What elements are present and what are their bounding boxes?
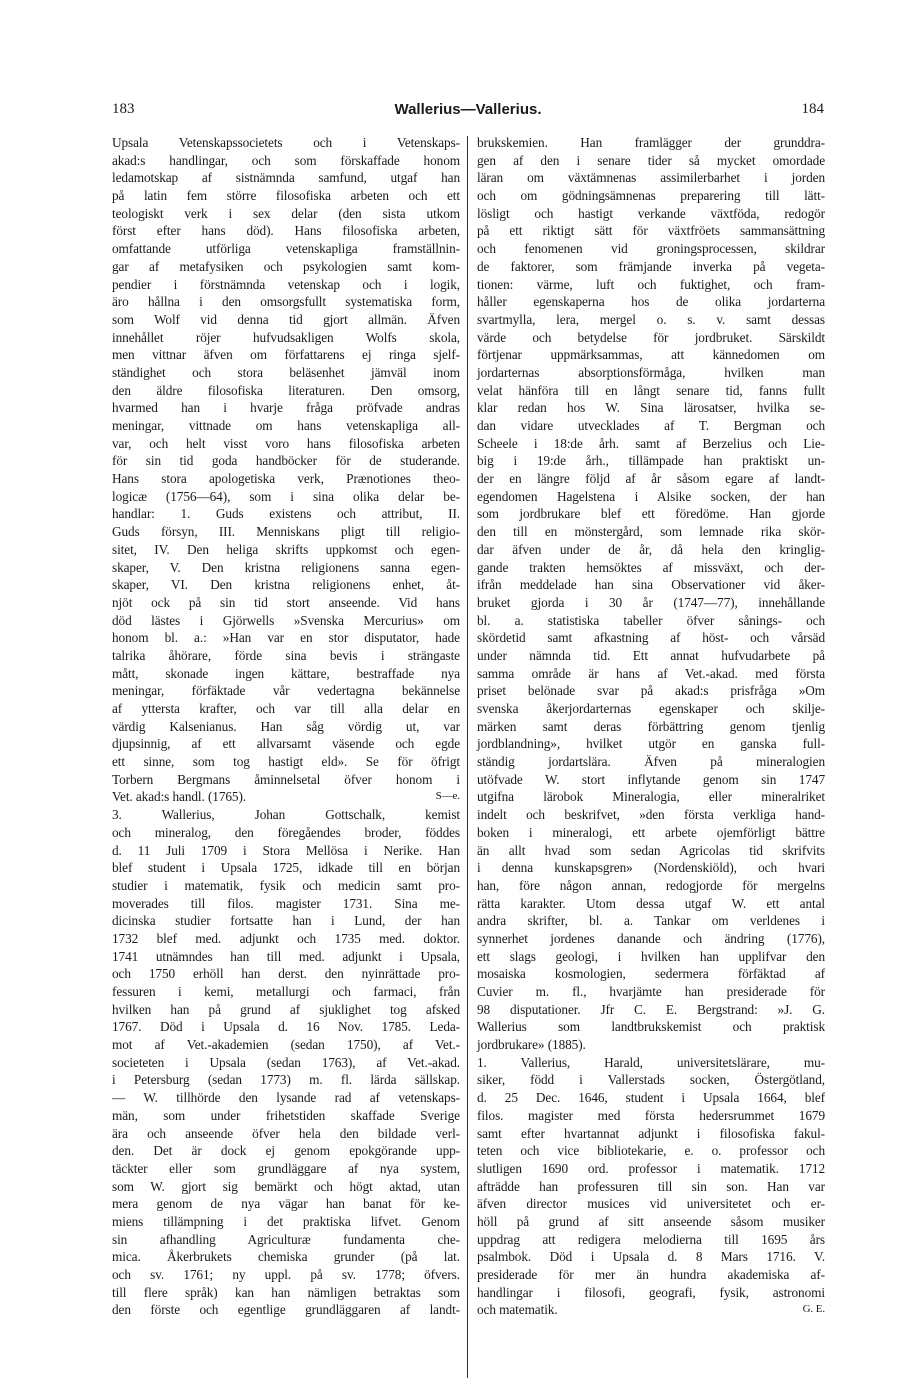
text-line-content: på ett riktigt sätt för växtfröets sammansättning	[477, 223, 825, 239]
text-line	[477, 470, 825, 488]
text-line	[477, 842, 825, 860]
text-line	[477, 1001, 825, 1019]
text-line-content: än allt hvad som sedan Agricolas tid skrifvits	[477, 842, 825, 858]
text-line	[112, 735, 460, 753]
text-line-content: afträdde han professuren till sin son. Han var	[477, 1178, 825, 1194]
text-line	[477, 1284, 825, 1302]
text-line	[477, 382, 825, 400]
text-line	[112, 488, 460, 506]
text-line-content: dan vidare utvecklades af T. Bergman och	[477, 418, 825, 433]
text-line	[112, 293, 460, 311]
text-line-content: skaper, VI. Den kristna religionens enhet, åt-	[112, 577, 460, 593]
text-line-content: meningar, vittnade om hans vetenskapliga all-	[112, 418, 460, 433]
text-line-content: moverades till filos. magister 1731. Sina me-	[112, 895, 460, 911]
text-line	[477, 293, 825, 311]
text-line-content: talrika åhörare, förde sina bevis i strängaste	[112, 647, 460, 663]
text-line	[112, 276, 460, 294]
left-column	[112, 134, 460, 1319]
text-line	[112, 824, 460, 842]
text-line-content: slutligen 1690 ord. professor i matematik. 1712	[477, 1160, 825, 1176]
text-line	[477, 1231, 825, 1249]
text-line	[477, 594, 825, 612]
text-line-content: 98 disputationer. Jfr C. E. Bergstrand: »J. G.	[477, 1001, 825, 1017]
text-line-content: blef student i Upsala 1725, idkade till en början	[112, 860, 460, 876]
text-line	[112, 1001, 460, 1019]
text-line	[112, 452, 460, 470]
text-line-content: bruket gjorda i 30 år (1747—77), innehållande	[477, 594, 825, 610]
text-line	[477, 665, 825, 683]
text-line-content: njöt ock på sin tid stort anseende. Vid hans	[112, 594, 460, 610]
text-line	[477, 895, 825, 913]
text-line	[477, 417, 825, 435]
text-line	[477, 1071, 825, 1089]
text-line-content: förtjenar uppmärksammas, att kännedomen om	[477, 347, 825, 363]
text-line	[112, 382, 460, 400]
page-number-right: 184	[801, 101, 824, 117]
text-line	[477, 1178, 825, 1196]
text-line-content: gande trakten hemsöktes af missväxt, och der-	[477, 559, 825, 575]
text-line	[477, 576, 825, 594]
text-line-content: djupsinnig, af ett allvarsamt väsende och egde	[112, 736, 460, 752]
page-number-left: 183	[112, 101, 135, 117]
text-line	[112, 647, 460, 665]
text-line	[477, 718, 825, 736]
text-line-content: och mineralog, den föregåendes broder, föddes	[112, 824, 460, 840]
text-line	[477, 912, 825, 930]
text-line-content: värdig Kalsenianus. Han såg vördig ut, var	[112, 718, 460, 734]
text-line	[112, 205, 460, 223]
text-line-content: jordarternas absorptionsförmåga, hvilken man	[477, 364, 825, 380]
text-line-content: för sin tid goda handböcker för de studerande.	[112, 453, 460, 469]
text-line-content: ledamotskap af sistnämnda samfund, utgaf han	[112, 170, 460, 186]
text-line-content: handlingar i filosofi, geografi, fysik, astronomi	[477, 1284, 825, 1300]
text-line-content: honom bl. a.: »Han var en stor disputator, hade	[112, 630, 460, 646]
text-line-content: mosaiska kosmologien, sedermera förfäktad af	[477, 966, 825, 982]
text-line-content: som Wolf vid denna tid gjort allmän. Äfven	[112, 311, 460, 327]
text-line	[112, 1301, 460, 1319]
text-line	[112, 222, 460, 240]
text-line	[112, 1018, 460, 1036]
text-line	[477, 1036, 825, 1054]
text-line-content: teten och vice bibliotekarie, e. o. professor och	[477, 1143, 825, 1159]
text-line-content: äfven director musices vid universitetet och er-	[477, 1196, 825, 1212]
text-line-content: den förste och egentlige grundläggaren af landt-	[112, 1302, 460, 1318]
running-head: Wallerius—Vallerius.	[394, 101, 542, 118]
text-line-content: omfattande utförliga vetenskapliga framställnin-	[112, 241, 460, 257]
text-line-content: ständig jordartslära. Äfven på mineralogien	[477, 754, 825, 770]
text-line-content: filos. magister med första hedersrummet 1679	[477, 1107, 825, 1123]
text-line-content: 1732 blef med. adjunkt och 1735 med. doktor.	[112, 930, 460, 946]
text-line	[112, 895, 460, 913]
text-line-content: klar redan hos W. Sina lärosatser, hvilka se-	[477, 400, 825, 416]
text-line-content: utöfvade W. stort inflytande genom sin 1747	[477, 771, 825, 787]
text-line-content: som jordbrukare blef ett föredöme. Han gjorde	[477, 506, 825, 522]
text-line	[477, 205, 825, 223]
text-line	[112, 965, 460, 983]
text-line-content: och 1750 erhöll han derst. den nyinrättade pro-	[112, 966, 460, 982]
text-line	[477, 1160, 825, 1178]
text-line	[477, 1266, 825, 1284]
text-line	[112, 1160, 460, 1178]
author-signature: G. E.	[802, 1303, 825, 1316]
text-line	[112, 1125, 460, 1143]
text-line	[112, 435, 460, 453]
text-line	[112, 364, 460, 382]
text-line	[112, 700, 460, 718]
author-signature: S—e.	[435, 790, 460, 803]
text-line-content: märken samt deras förbättring genom tjenlig	[477, 718, 825, 734]
text-line-content: rätta karakter. Utom dessa utgaf W. ett antal	[477, 895, 825, 911]
text-line	[477, 788, 825, 806]
text-line	[477, 452, 825, 470]
text-line	[112, 1266, 460, 1284]
text-line-content: ständighet och stora beläsenhet jämväl inom	[112, 364, 460, 380]
text-line	[112, 1284, 460, 1302]
text-line	[112, 505, 460, 523]
text-line-content: på latin fem större filosofiska arbeten och ett	[112, 188, 460, 204]
text-line	[477, 523, 825, 541]
text-line-content: samma område är hans af Vet.-akad. med första	[477, 665, 825, 681]
text-line-content: Vet. akad:s handl. (1765).	[112, 789, 247, 805]
text-line	[477, 1195, 825, 1213]
text-line-content: svartmylla, lera, mergel o. s. v. samt dessas	[477, 311, 825, 327]
text-line	[477, 753, 825, 771]
text-line-content: sin afhandling Agriculturæ fundamenta che-	[112, 1231, 460, 1247]
right-column	[477, 134, 825, 1319]
text-line	[477, 222, 825, 240]
page-header	[112, 101, 824, 123]
text-line	[112, 576, 460, 594]
text-line-content: pendier i förstnämnda vetenskap och i logik,	[112, 276, 460, 292]
text-line-content: presiderade för mer än hundra akademiska af-	[477, 1267, 825, 1282]
text-line-content: sitet, IV. Den heliga skrifts uppkomst och egen-	[112, 541, 460, 557]
text-line	[112, 1213, 460, 1231]
text-line-content: Guds försyn, III. Menniskans pligt till religio-	[112, 524, 460, 540]
text-line	[477, 187, 825, 205]
text-line	[477, 629, 825, 647]
text-line-content: män, som under frihetstiden skaffade Sverige	[112, 1107, 460, 1123]
text-line	[112, 399, 460, 417]
text-line	[477, 399, 825, 417]
text-line	[112, 771, 460, 789]
text-line-content: och matematik.	[477, 1302, 558, 1318]
text-line-content: först efter hans död). Hans filosofiska arbeten,	[112, 223, 460, 239]
text-line-content: gar af metafysiken och psykologien samt kom-	[112, 258, 460, 274]
text-line-content: ära och anseende öfver hela den bildade verl-	[112, 1125, 460, 1141]
text-line-content: den till en mönstergård, som lemnade rika skör-	[477, 524, 825, 540]
text-line	[477, 1054, 825, 1072]
text-line	[477, 240, 825, 258]
text-line-content: gen af den i senare tider så mycket omordade	[477, 152, 825, 168]
text-line-content: brukskemien. Han framlägger der grunddra-	[477, 135, 825, 150]
text-line-content: innehållet röjer hufvudsakligen Wolfs skola,	[112, 329, 460, 345]
text-line-content: tionen: värme, luft och fuktighet, och fram-	[477, 276, 825, 292]
text-line-content: de faktorer, som främjande inverka på vegeta-	[477, 258, 825, 274]
text-line-content: och sv. 1761; ny uppl. på sv. 1778; öfvers.	[112, 1267, 460, 1282]
text-line	[477, 948, 825, 966]
text-line	[477, 771, 825, 789]
text-line-content: i Petersburg (sedan 1773) m. fl. lärda sällskap.	[112, 1072, 460, 1088]
text-line	[112, 1089, 460, 1107]
text-line-content: men vittnar äfven om författarens ej ringa sjelf-	[112, 347, 460, 363]
text-line-content: d. 11 Juli 1709 i Stora Mellösa i Nerike. Han	[112, 842, 460, 858]
text-line-content: samt efter hvartannat adjunkt i filosofiska fakul-	[477, 1125, 825, 1141]
text-line	[477, 877, 825, 895]
text-line	[477, 965, 825, 983]
text-line-content: logicæ (1756—64), som i sina olika delar be-	[112, 488, 460, 504]
text-line	[477, 806, 825, 824]
text-line	[112, 859, 460, 877]
text-line-content: till flere språk) kan han nämligen betraktas som	[112, 1284, 460, 1300]
text-line-content: Hans stora apologetiska verk, Prænotiones theo-	[112, 471, 460, 487]
text-line-content: dar äfven under de år, då hela den kringlig-	[477, 541, 825, 557]
text-line	[112, 470, 460, 488]
text-line-content: velat hänföra till en långt senare tid, fanns fullt	[477, 382, 825, 398]
text-line-content: ifrån meddelade han sina Observationer vid åker-	[477, 577, 825, 593]
text-line	[112, 329, 460, 347]
text-line	[477, 134, 825, 152]
text-line-content: värde och betydelse för jordbruket. Särskildt	[477, 329, 825, 345]
text-line	[112, 842, 460, 860]
text-line	[477, 700, 825, 718]
text-line	[112, 559, 460, 577]
text-line-content: läran om växtämnenas assimilerbarhet i jorden	[477, 170, 825, 186]
text-line-content: studier i matematik, fysik och medicin samt pro-	[112, 877, 460, 893]
text-line	[112, 753, 460, 771]
text-line	[477, 824, 825, 842]
text-line	[477, 735, 825, 753]
text-line-content: hvilken han på grund af sjuklighet tog afsked	[112, 1001, 460, 1017]
text-line	[477, 559, 825, 577]
text-line	[112, 1142, 460, 1160]
text-line-content: teologiskt verk i sex delar (den sista utkom	[112, 205, 460, 221]
text-line	[112, 1195, 460, 1213]
text-line-content: i denna kunskapsgren» (Nordenskiöld), och hvari	[477, 860, 825, 876]
text-line	[477, 364, 825, 382]
text-line	[112, 665, 460, 683]
text-line	[112, 682, 460, 700]
text-line-content: andra skrifter, bl. a. Tankar om verldenes i	[477, 913, 825, 929]
text-line-content: psalmbok. Död i Upsala d. 8 Mars 1716. V.	[477, 1249, 825, 1265]
text-line-content: societeten i Upsala (sedan 1763), af Vet.-akad.	[112, 1054, 460, 1070]
text-line	[112, 806, 460, 824]
text-line	[477, 682, 825, 700]
text-line-content: den. Det är dock ej genom epokgörande upp-	[112, 1143, 460, 1159]
text-line	[477, 152, 825, 170]
text-line-content: höll på grund af sitt anseende såsom musiker	[477, 1213, 825, 1229]
text-line	[477, 647, 825, 665]
text-line	[477, 329, 825, 347]
text-line-content: priset belönade svar på akad:s prisfråga »Om	[477, 683, 825, 699]
text-line	[112, 311, 460, 329]
text-line-content: uppdrag att redigera melodierna till 1695 års	[477, 1231, 825, 1247]
text-line	[477, 1213, 825, 1231]
text-line-content: skördetid samt afkastning af höst- och vårsäd	[477, 630, 825, 646]
text-line	[112, 948, 460, 966]
text-line-content: var, och helt visst voro hans filosofiska arbeten	[112, 435, 460, 451]
text-line-content: mot af Vet.-akademien (sedan 1750), af Vet.-	[112, 1037, 460, 1053]
text-line	[112, 523, 460, 541]
text-line-content: mera genom de nya vägar han banat för ke-	[112, 1196, 460, 1212]
text-line	[112, 594, 460, 612]
text-line-content: 3. Wallerius, Johan Gottschalk, kemist	[112, 807, 460, 823]
text-line-content: miens tillämpning i det praktiska lifvet. Genom	[112, 1213, 460, 1229]
text-line-content: indelt och beskrifvet, »den första verkliga hand-	[477, 807, 825, 823]
text-line-content: lösligt och hastigt verkande växtföda, redogör	[477, 205, 825, 221]
text-line	[112, 1107, 460, 1125]
text-line-content: Wallerius som landtbrukskemist och praktisk	[477, 1019, 825, 1035]
text-line-content: Torbern Bergmans åminnelsetal öfver honom i	[112, 771, 460, 787]
text-line	[477, 346, 825, 364]
text-line	[477, 435, 825, 453]
text-line	[477, 1089, 825, 1107]
text-line-content: äro hållna i den omsorgsfullt systematiska form,	[112, 294, 460, 310]
text-line-content: under nämnda tid. Ett annat hufvudarbete på	[477, 647, 825, 663]
text-line-content: boken i mineralogi, ett arbete ojemförligt bättre	[477, 824, 825, 840]
text-line-content: der en längre följd af år såsom egare af landt-	[477, 471, 825, 487]
text-line	[112, 1036, 460, 1054]
text-line	[477, 1301, 825, 1319]
text-line-content: big i 19:de årh., tillämpade han praktiskt un-	[477, 453, 825, 469]
text-line-content: bl. a. statistiska tabeller öfver sånings- och	[477, 612, 825, 628]
text-line	[477, 859, 825, 877]
text-line	[112, 134, 460, 152]
text-line	[477, 1125, 825, 1143]
text-line-content: Scheele i 18:de årh. samt af Berzelius och Lie-	[477, 435, 825, 451]
text-line-content: hvarmed han i hvarje fråga pröfvade andras	[112, 400, 460, 416]
text-line	[477, 1142, 825, 1160]
text-line	[477, 612, 825, 630]
text-line-content: af yttersta krafter, och var till alla delar en	[112, 701, 460, 716]
text-line-content: dicinska studier fortsatte han i Lund, der han	[112, 913, 460, 929]
text-line-content: som W. gjort sig bemärkt och högt aktad, utan	[112, 1178, 460, 1194]
text-line	[112, 629, 460, 647]
text-line	[477, 1107, 825, 1125]
text-line-content: täckter eller som grundläggare af nya system,	[112, 1160, 460, 1176]
text-line-content: död lästes i Gjörwells »Svenska Mercurius» om	[112, 612, 460, 628]
text-line	[477, 505, 825, 523]
text-line-content: d. 25 Dec. 1646, student i Upsala 1664, blef	[477, 1090, 825, 1106]
text-line-content: ett sinne, som tog hastigt eld». Se för öfrigt	[112, 754, 460, 770]
text-line	[477, 1248, 825, 1266]
text-line	[112, 983, 460, 1001]
text-line-content: den äldre filosofiska literaturen. Den omsorg,	[112, 382, 460, 398]
text-line	[112, 152, 460, 170]
text-line	[112, 718, 460, 736]
text-line-content: mica. Åkerbrukets chemiska grunder (på lat.	[112, 1249, 460, 1265]
text-line	[477, 541, 825, 559]
text-line-content: meningar, förfäktade vår vedertagna bekännelse	[112, 683, 460, 699]
text-line-content: svenska åkerjordarternas egenskaper och skilje-	[477, 701, 825, 716]
text-line-content: 1. Vallerius, Harald, universitetslärare, mu-	[477, 1054, 825, 1070]
text-line	[477, 169, 825, 187]
text-line	[112, 240, 460, 258]
text-line	[477, 311, 825, 329]
text-line-content: jordblandning», hvilket utgör en ganska full-	[477, 736, 825, 752]
text-line-content: handlar: 1. Guds existens och attribut, II.	[112, 506, 460, 522]
text-line	[112, 1248, 460, 1266]
text-line-content: mått, skonade ingen kättare, bestraffade nya	[112, 665, 460, 681]
text-line	[112, 788, 460, 806]
text-line-content: — W. tillhörde den lysande rad af vetenskaps-	[112, 1090, 460, 1106]
text-line	[112, 1231, 460, 1249]
text-line-content: siker, född i Vallerstads socken, Östergötland,	[477, 1072, 825, 1088]
text-line	[112, 1054, 460, 1072]
text-line-content: Cuvier m. fl., hvarjämte han presiderade för	[477, 984, 825, 999]
text-line	[477, 1018, 825, 1036]
text-line-content: och om gödningsämnenas preparering till lätt-	[477, 188, 825, 204]
text-line	[112, 1178, 460, 1196]
text-line-content: skaper, V. Den kristna religionens sanna egen-	[112, 559, 460, 575]
text-line-content: fessuren i kemi, metallurgi och farmaci, från	[112, 984, 460, 999]
text-line-content: 1767. Död i Upsala d. 16 Nov. 1785. Leda-	[112, 1019, 460, 1035]
text-line-content: han, före någon annan, redogjorde för mergelns	[477, 877, 825, 893]
text-line-content: ett slags geologi, i hvilken han upplifvar den	[477, 948, 825, 964]
text-line-content: Upsala Vetenskapssocietets och i Vetenskaps-	[112, 135, 460, 150]
text-line	[112, 169, 460, 187]
text-line	[112, 346, 460, 364]
text-line	[477, 258, 825, 276]
text-line	[112, 417, 460, 435]
text-line	[112, 1071, 460, 1089]
text-line-content: synnerhet jordenes danande och ändring (1776),	[477, 930, 825, 946]
text-line	[477, 276, 825, 294]
text-line-content: och fenomenen vid groningsprocessen, skildrar	[477, 241, 825, 257]
text-line-content: håller egenskaperna hos de olika jordarterna	[477, 294, 825, 310]
text-line	[477, 983, 825, 1001]
text-line	[112, 612, 460, 630]
text-line	[477, 488, 825, 506]
text-line	[112, 541, 460, 559]
text-line	[112, 912, 460, 930]
text-line-content: 1741 utnämndes han till med. adjunkt i Upsala,	[112, 948, 460, 964]
text-line	[112, 187, 460, 205]
text-line-content: utgifna lärobok Mineralogia, eller mineralriket	[477, 789, 825, 805]
text-line	[477, 930, 825, 948]
text-line-content: egendomen Hagelstena i Alsike socken, der han	[477, 488, 825, 504]
column-divider	[467, 136, 468, 1378]
text-line-content: jordbrukare» (1885).	[477, 1037, 586, 1053]
text-line-content: akad:s handlingar, och som förskaffade honom	[112, 152, 460, 168]
text-line	[112, 930, 460, 948]
text-line	[112, 877, 460, 895]
text-line	[112, 258, 460, 276]
